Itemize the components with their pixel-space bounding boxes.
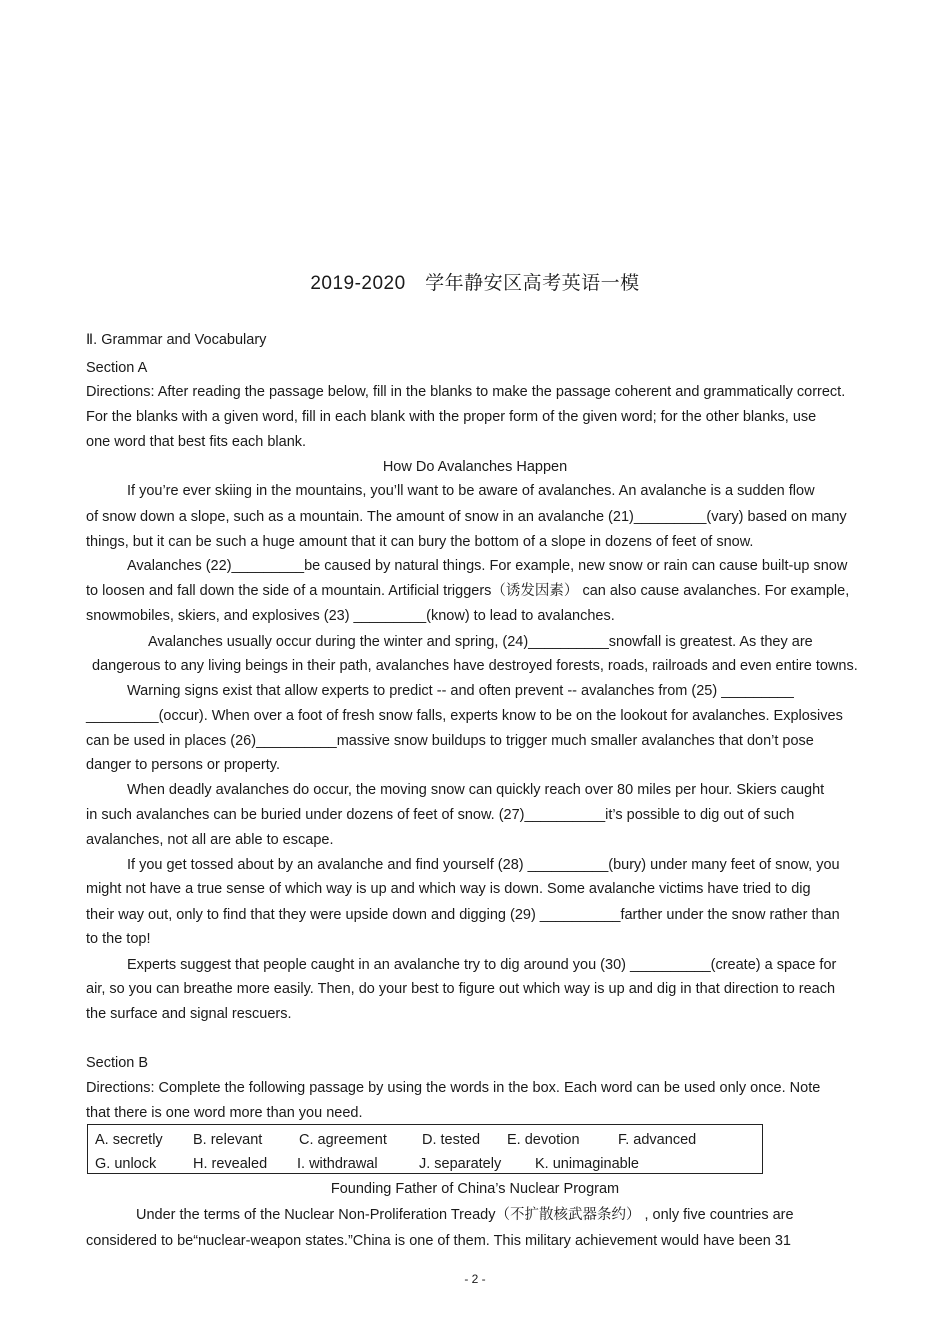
passage-a-line: If you’re ever skiing in the mountains, you’ll want to be aware of avalanches. An avalanche is a sudden flow xyxy=(127,483,815,499)
passage-b-title: Founding Father of China’s Nuclear Program xyxy=(330,1181,620,1197)
passage-a-line: dangerous to any living beings in their path, avalanches have destroyed forests, roads, railroads and even entire towns. xyxy=(92,658,858,674)
passage-a-line: to loosen and fall down the side of a mountain. Artificial triggers（诱发因素） can also cause avalanches. For example, xyxy=(86,583,850,599)
passage-a-line: snowmobiles, skiers, and explosives (23) _________(know) to lead to avalanches. xyxy=(86,608,615,624)
passage-a-line: can be used in places (26)__________massive snow buildups to trigger much smaller avalanches that don’t pose xyxy=(86,733,814,749)
document-title: 2019-2020 学年静安区高考英语一模 xyxy=(310,273,640,294)
word-option: K. unimaginable xyxy=(535,1156,639,1172)
section-a-directions-line: Directions: After reading the passage below, fill in the blanks to make the passage coherent and grammatically correct. xyxy=(86,384,846,400)
word-option: B. relevant xyxy=(193,1132,263,1148)
passage-a-line: Experts suggest that people caught in an avalanche try to dig around you (30) __________(create) a space for xyxy=(127,957,837,973)
word-option: I. withdrawal xyxy=(297,1156,378,1172)
passage-a-line: things, but it can be such a huge amount that it can bury the bottom of a slope in dozens of feet of snow. xyxy=(86,534,754,550)
word-option: G. unlock xyxy=(95,1156,157,1172)
passage-a-line: the surface and signal rescuers. xyxy=(86,1006,292,1022)
passage-b-line: considered to be“nuclear-weapon states.”China is one of them. This military achievement would have been 31 xyxy=(86,1233,791,1249)
passage-b-line: Under the terms of the Nuclear Non-Proliferation Tready（不扩散核武器条约） , only five countries are xyxy=(136,1207,794,1223)
passage-a-line: Avalanches usually occur during the winter and spring, (24)__________snowfall is greatest. As they are xyxy=(148,634,813,650)
passage-a-line: _________(occur). When over a foot of fresh snow falls, experts know to be on the lookout for avalanches. Explosives xyxy=(86,708,843,724)
word-option: C. agreement xyxy=(299,1132,387,1148)
section-b-heading: Section B xyxy=(86,1055,149,1071)
word-bank-box xyxy=(87,1124,763,1174)
passage-a-line: If you get tossed about by an avalanche and find yourself (28) __________(bury) under many feet of snow, you xyxy=(127,857,840,873)
passage-a-line: their way out, only to find that they were upside down and digging (29) __________farther under the snow rather than xyxy=(86,907,840,923)
section-a-directions-line: one word that best fits each blank. xyxy=(86,434,307,450)
section-b-directions-line: Directions: Complete the following passage by using the words in the box. Each word can be used only once. Note xyxy=(86,1080,821,1096)
section-a-heading: Section A xyxy=(86,360,148,376)
part-heading: Ⅱ. Grammar and Vocabulary xyxy=(86,332,267,348)
word-option: E. devotion xyxy=(507,1132,580,1148)
page-number: - 2 - xyxy=(464,1272,486,1286)
passage-a-title: How Do Avalanches Happen xyxy=(382,459,568,475)
word-option: H. revealed xyxy=(193,1156,268,1172)
passage-a-line: might not have a true sense of which way is up and which way is down. Some avalanche victims have tried to dig xyxy=(86,881,811,897)
passage-a-line: air, so you can breathe more easily. Then, do your best to figure out which way is up and dig in that direction to reach xyxy=(86,981,836,997)
passage-a-line: of snow down a slope, such as a mountain. The amount of snow in an avalanche (21)_________(vary) based on many xyxy=(86,509,847,525)
word-option: D. tested xyxy=(422,1132,481,1148)
passage-a-line: When deadly avalanches do occur, the moving snow can quickly reach over 80 miles per hour. Skiers caught xyxy=(127,782,825,798)
word-option: A. secretly xyxy=(95,1132,163,1148)
passage-a-line: Warning signs exist that allow experts to predict -- and often prevent -- avalanches from (25) _________ xyxy=(127,683,794,699)
word-option: F. advanced xyxy=(618,1132,697,1148)
section-b-directions-line: that there is one word more than you need. xyxy=(86,1105,363,1121)
section-a-directions-line: For the blanks with a given word, fill in each blank with the proper form of the given word; for the other blanks, use xyxy=(86,409,817,425)
passage-a-line: to the top! xyxy=(86,931,151,947)
passage-a-line: danger to persons or property. xyxy=(86,757,280,773)
word-option: J. separately xyxy=(419,1156,502,1172)
passage-a-line: Avalanches (22)_________be caused by natural things. For example, new snow or rain can cause built-up snow xyxy=(127,558,848,574)
passage-a-line: in such avalanches can be buried under dozens of feet of snow. (27)__________it’s possible to dig out of such xyxy=(86,807,795,823)
passage-a-line: avalanches, not all are able to escape. xyxy=(86,832,334,848)
